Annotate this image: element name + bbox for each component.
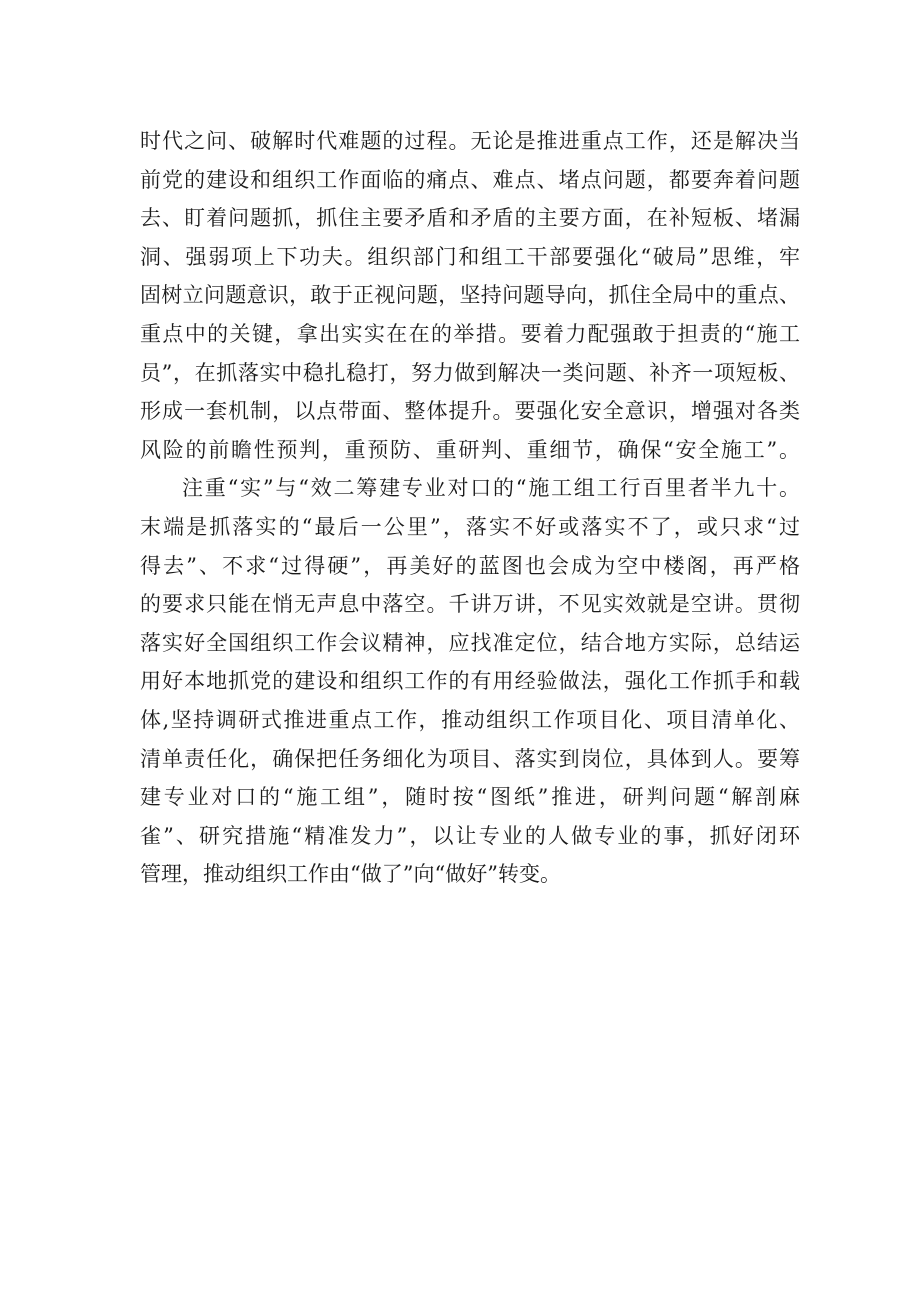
- text-line: 固树立问题意识，敢于正视问题，坚持问题导向，抓住全局中的重点、: [140, 283, 800, 308]
- text-line: 前党的建设和组织工作面临的痛点、难点、堵点问题，都要奔着问题: [140, 167, 800, 192]
- paragraph-1: [140, 122, 800, 469]
- text-line: 落实好全国组织工作会议精神，应找准定位，结合地方实际，总结运: [140, 630, 800, 655]
- text-line: 管理，推动组织工作由“做了”向“做好”转变。: [140, 862, 561, 887]
- text-line: 得去”、不求“过得硬”，再美好的蓝图也会成为空中楼阁，再严格: [140, 553, 800, 578]
- text-line: 雀”、研究措施“精准发力”，以让专业的人做专业的事，抓好闭环: [140, 823, 800, 848]
- text-line: 注重“实”与“效二筹建专业对口的“施工组工行百里者半九十。: [182, 476, 800, 501]
- text-line: 时代之问、破解时代难题的过程。无论是推进重点工作，还是解决当: [140, 129, 800, 153]
- text-line: 体,坚持调研式推进重点工作，推动组织工作项目化、项目清单化、: [140, 707, 800, 732]
- text-line: 员”，在抓落实中稳扎稳打，努力做到解决一类问题、补齐一项短板、: [140, 360, 800, 385]
- text-line: 建专业对口的“施工组”，随时按“图纸”推进，研判问题“解剖麻: [140, 785, 800, 810]
- paragraph-2: [140, 469, 800, 894]
- text-line: 洞、强弱项上下功夫。组织部门和组工干部要强化“破局”思维，牢: [140, 244, 800, 269]
- text-line: 用好本地抓党的建设和组织工作的有用经验做法，强化工作抓手和载: [140, 669, 800, 694]
- text-line: 去、盯着问题抓，抓住主要矛盾和矛盾的主要方面，在补短板、堵漏: [140, 206, 800, 231]
- body-text: [140, 122, 800, 894]
- text-line: 重点中的关键，拿出实实在在的举措。要着力配强敢于担责的“施工: [140, 321, 800, 346]
- text-line: 的要求只能在悄无声息中落空。千讲万讲，不见实效就是空讲。贯彻: [140, 592, 800, 617]
- text-line: 风险的前瞻性预判，重预防、重研判、重细节，确保“安全施工”。: [140, 437, 800, 462]
- text-line: 形成一套机制，以点带面、整体提升。要强化安全意识，增强对各类: [140, 399, 800, 424]
- text-line: 清单责任化，确保把任务细化为项目、落实到岗位，具体到人。要筹: [140, 746, 800, 771]
- text-line: 末端是抓落实的“最后一公里”，落实不好或落实不了，或只求“过: [140, 514, 800, 539]
